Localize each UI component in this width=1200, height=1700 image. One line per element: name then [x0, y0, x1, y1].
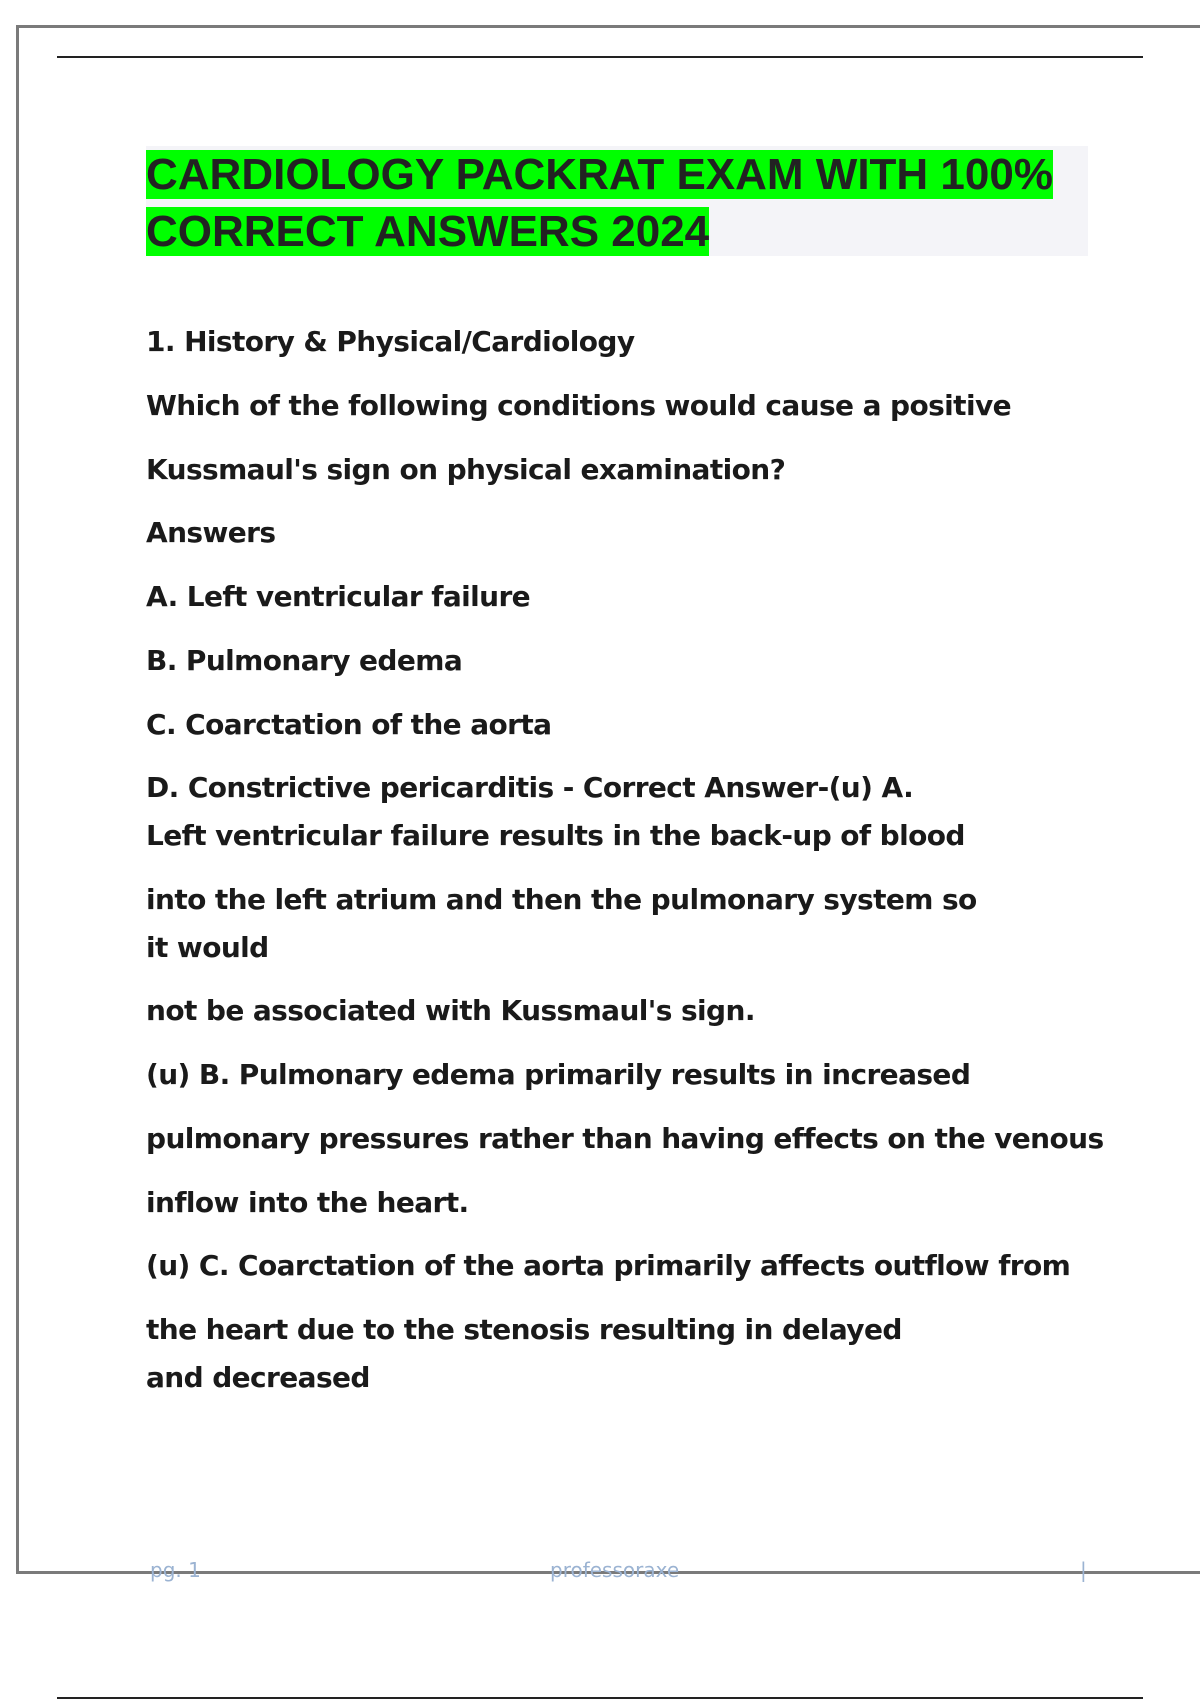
document-body	[146, 318, 1106, 1402]
explanation-line-5: inflow into the heart.	[146, 1186, 469, 1219]
document-title	[146, 146, 1086, 260]
explanation-line-6: (u) C. Coarctation of the aorta primarily affects outflow from	[146, 1249, 1071, 1282]
option-b: B. Pulmonary edema	[146, 644, 463, 677]
option-d-with-answer: D. Constrictive pericarditis - Correct Answer-(u) A. Left ventricular failure results in the back-up of blood	[146, 771, 965, 852]
title-highlight: CARDIOLOGY PACKRAT EXAM WITH 100% CORRECT ANSWERS 2024	[146, 150, 1053, 256]
explanation-line-2: not be associated with Kussmaul's sign.	[146, 994, 755, 1027]
footer-separator: |	[1080, 1558, 1087, 1582]
option-c: C. Coarctation of the aorta	[146, 708, 552, 741]
page-frame-left	[16, 25, 19, 1573]
page-frame-top	[17, 25, 1200, 28]
explanation-line-7: the heart due to the stenosis resulting in delayed and decreased	[146, 1313, 902, 1394]
footer-page-number: pg. 1	[150, 1558, 201, 1582]
question-heading: 1. History & Physical/Cardiology	[146, 325, 635, 358]
footer-site-name: professoraxe	[550, 1558, 680, 1582]
option-a: A. Left ventricular failure	[146, 580, 531, 613]
explanation-line-1: into the left atrium and then the pulmonary system so it would	[146, 883, 977, 964]
explanation-line-4: pulmonary pressures rather than having effects on the venous	[146, 1122, 1104, 1155]
next-page-rule	[57, 1697, 1143, 1699]
question-text-line-1: Which of the following conditions would cause a positive	[146, 389, 1011, 422]
explanation-line-3: (u) B. Pulmonary edema primarily results in increased	[146, 1058, 971, 1091]
question-text-line-2: Kussmaul's sign on physical examination?	[146, 453, 786, 486]
answers-label: Answers	[146, 516, 276, 549]
header-rule	[57, 56, 1143, 58]
